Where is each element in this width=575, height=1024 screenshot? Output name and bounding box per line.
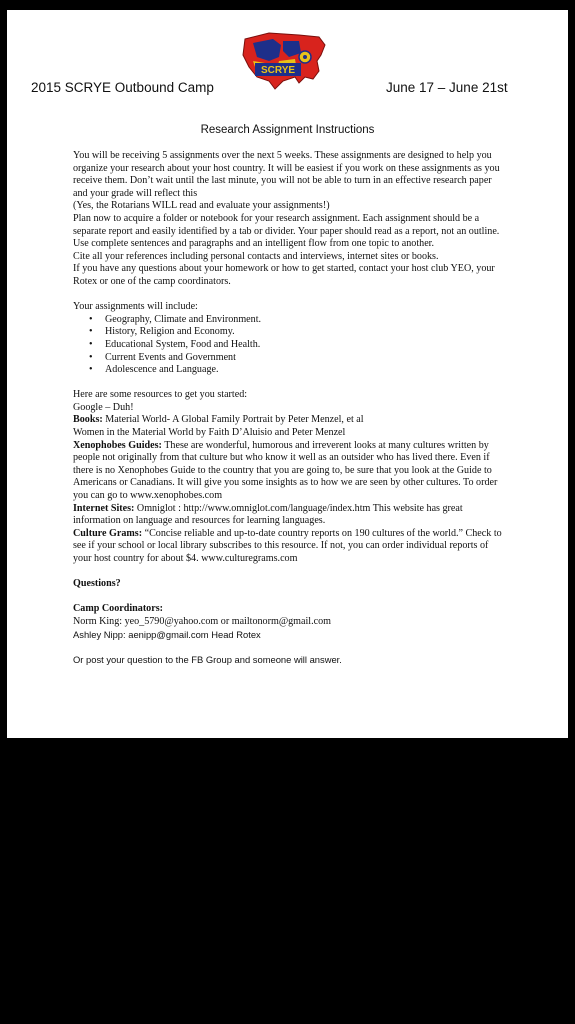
internet-text: Omniglot : http://www.omniglot.com/language/index.htm This website has great information on language and resources for learning languages.	[73, 502, 463, 527]
intro-paragraph-4: Cite all your references including personal contacts and interviews, internet sites or books.	[73, 250, 439, 262]
xenophobes-label: Xenophobes Guides:	[73, 439, 162, 451]
intro-paragraph-5: If you have any questions about your homework or how to get started, contact your host club YEO, your Rotex or one of the camp coordinators.	[73, 263, 495, 287]
questions-heading	[73, 578, 507, 591]
culture-paragraph	[73, 528, 507, 566]
intro-paragraph-3: Plan now to acquire a folder or notebook for your research assignment. Each assignment should be a separate report and easily identified by a tab or divider. Your paper should read as a report, not an outline. Use complete sentences and paragraphs and an intelligent flow from one topic to another.	[73, 212, 500, 250]
list-item: • Current Events and Government	[105, 352, 507, 365]
books-text: Material World- A Global Family Portrait by Peter Menzel, et al	[102, 414, 364, 426]
books-label: Books:	[73, 414, 103, 426]
list-item: • Geography, Climate and Environment.	[105, 314, 507, 327]
document-page	[7, 10, 568, 738]
coordinator-norm: Norm King: yeo_5790@yahoo.com or mailtonorm@gmail.com	[73, 615, 331, 627]
page-title: Research Assignment Instructions	[200, 124, 375, 136]
intro-paragraph-2: (Yes, the Rotarians WILL read and evaluate your assignments!)	[73, 200, 330, 212]
scrye-usa-map-logo	[239, 27, 329, 93]
list-item: • Educational System, Food and Health.	[105, 339, 507, 352]
coordinators-label: Camp Coordinators:	[73, 603, 164, 615]
assignments-intro: Your assignments will include:	[73, 301, 198, 313]
svg-text:SCRYE: SCRYE	[260, 65, 296, 76]
header-dates: June 17 – June 21st	[386, 80, 508, 95]
xenophobes-paragraph	[73, 440, 507, 503]
resources-intro: Here are some resources to get you started:	[73, 389, 248, 401]
xenophobes-text: These are wonderful, humorous and irreverent looks at many cultures written by people not originally from that culture but who know it well as an outsider who has lived there. Even if there is no Xenophobes Guide to the country that you are going to, be sure that you look at the Guide to Americans or Canadians. It will give you some insights as to how we are seen by other cultures. To order you can go to www.xenophobes.com	[73, 439, 498, 502]
internet-label: Internet Sites:	[73, 502, 135, 514]
books-line	[73, 414, 507, 427]
culture-text: “Concise reliable and up-to-date country reports on 190 cultures of the world.” Check to see if your school or local library subscribes to this resource. If not, you can order individual reports of your host country for about $4. www.culturegrams.com	[73, 527, 502, 564]
questions-label: Questions?	[73, 578, 121, 590]
document-body	[73, 150, 507, 666]
coordinators-heading	[73, 603, 507, 616]
coordinator-ashley: Ashley Nipp: aenipp@gmail.com Head Rotex	[73, 628, 261, 640]
books-line-2: Women in the Material World by Faith D’Aluisio and Peter Menzel	[73, 427, 346, 439]
google-line: Google – Duh!	[73, 401, 134, 413]
assignments-list	[73, 314, 507, 377]
list-item: • Adolescence and Language.	[105, 364, 507, 377]
intro-paragraph-1: You will be receiving 5 assignments over the next 5 weeks. These assignments are designed to help you organize your research about your host country. It will be easiest if you work on these assignments as you receive them. Don’t wait until the last minute, you will not be able to turn in an effective research paper and your grade will reflect this	[73, 150, 500, 199]
culture-label: Culture Grams:	[73, 527, 143, 539]
list-item: • History, Religion and Economy.	[105, 326, 507, 339]
header-camp-name: 2015 SCRYE Outbound Camp	[31, 80, 214, 95]
closing-line: Or post your question to the FB Group and someone will answer.	[73, 653, 342, 665]
internet-paragraph	[73, 503, 507, 528]
